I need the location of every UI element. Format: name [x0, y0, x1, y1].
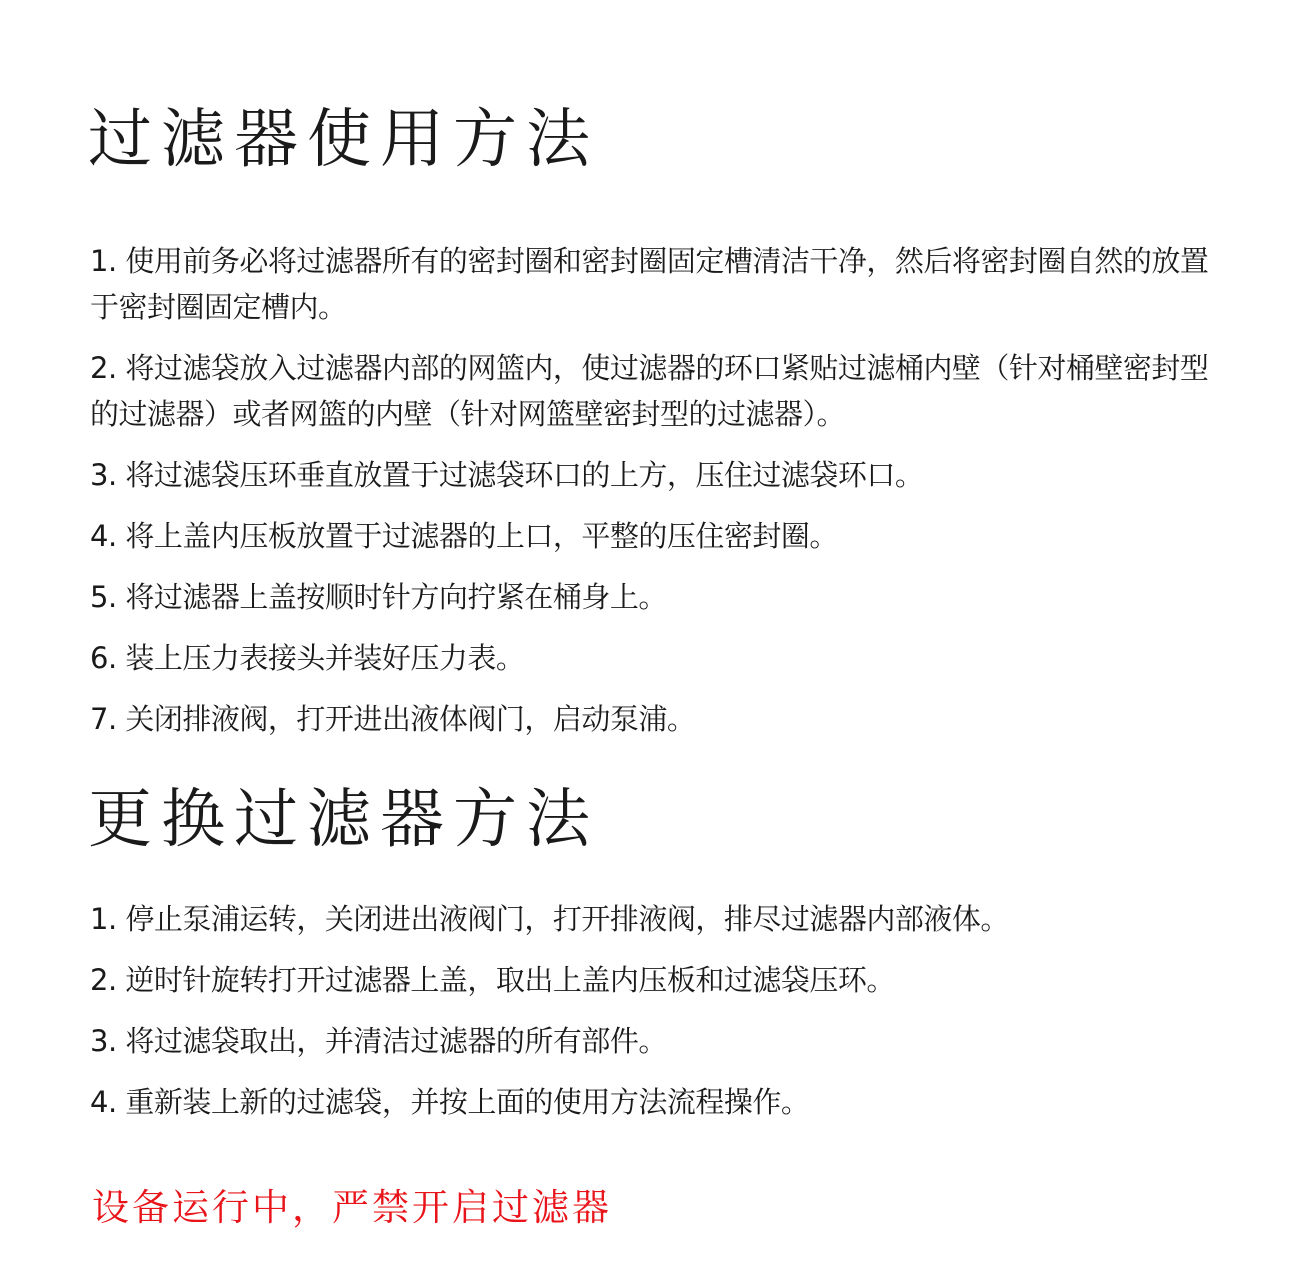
- replacement-step-2: 2. 逆时针旋转打开过滤器上盖，取出上盖内压板和过滤袋压环。: [90, 963, 895, 997]
- section-title-replacement: 更换过滤器方法: [88, 783, 599, 857]
- usage-step-1: 1. 使用前务必将过滤器所有的密封圈和密封圈固定槽清洁干净，然后将密封圈自然的放置于密封圈固定槽内。: [90, 244, 1209, 324]
- replacement-step-3: 3. 将过滤袋取出，并清洁过滤器的所有部件。: [90, 1024, 667, 1058]
- usage-step-3: 3. 将过滤袋压环垂直放置于过滤袋环口的上方，压住过滤袋环口。: [90, 458, 924, 492]
- usage-step-4: 4. 将上盖内压板放置于过滤器的上口，平整的压住密封圈。: [90, 519, 838, 553]
- replacement-step-4: 4. 重新装上新的过滤袋，并按上面的使用方法流程操作。: [90, 1085, 810, 1119]
- usage-step-2: 2. 将过滤袋放入过滤器内部的网篮内，使过滤器的环口紧贴过滤桶内壁（针对桶壁密封型的过滤器）或者网篮的内壁（针对网篮壁密封型的过滤器）。: [90, 351, 1209, 431]
- usage-step-6: 6. 装上压力表接头并装好压力表。: [90, 641, 525, 675]
- usage-step-5: 5. 将过滤器上盖按顺时针方向拧紧在桶身上。: [90, 580, 667, 614]
- replacement-steps-list: [90, 896, 1210, 1140]
- replacement-step-1: 1. 停止泵浦运转，关闭进出液阀门，打开排液阀，排尽过滤器内部液体。: [90, 902, 1009, 936]
- safety-warning: 设备运行中，严禁开启过滤器: [92, 1186, 612, 1229]
- section-title-usage: 过滤器使用方法: [88, 103, 599, 177]
- usage-step-7: 7. 关闭排液阀，打开进出液体阀门，启动泵浦。: [90, 702, 696, 736]
- usage-steps-list: [90, 238, 1210, 757]
